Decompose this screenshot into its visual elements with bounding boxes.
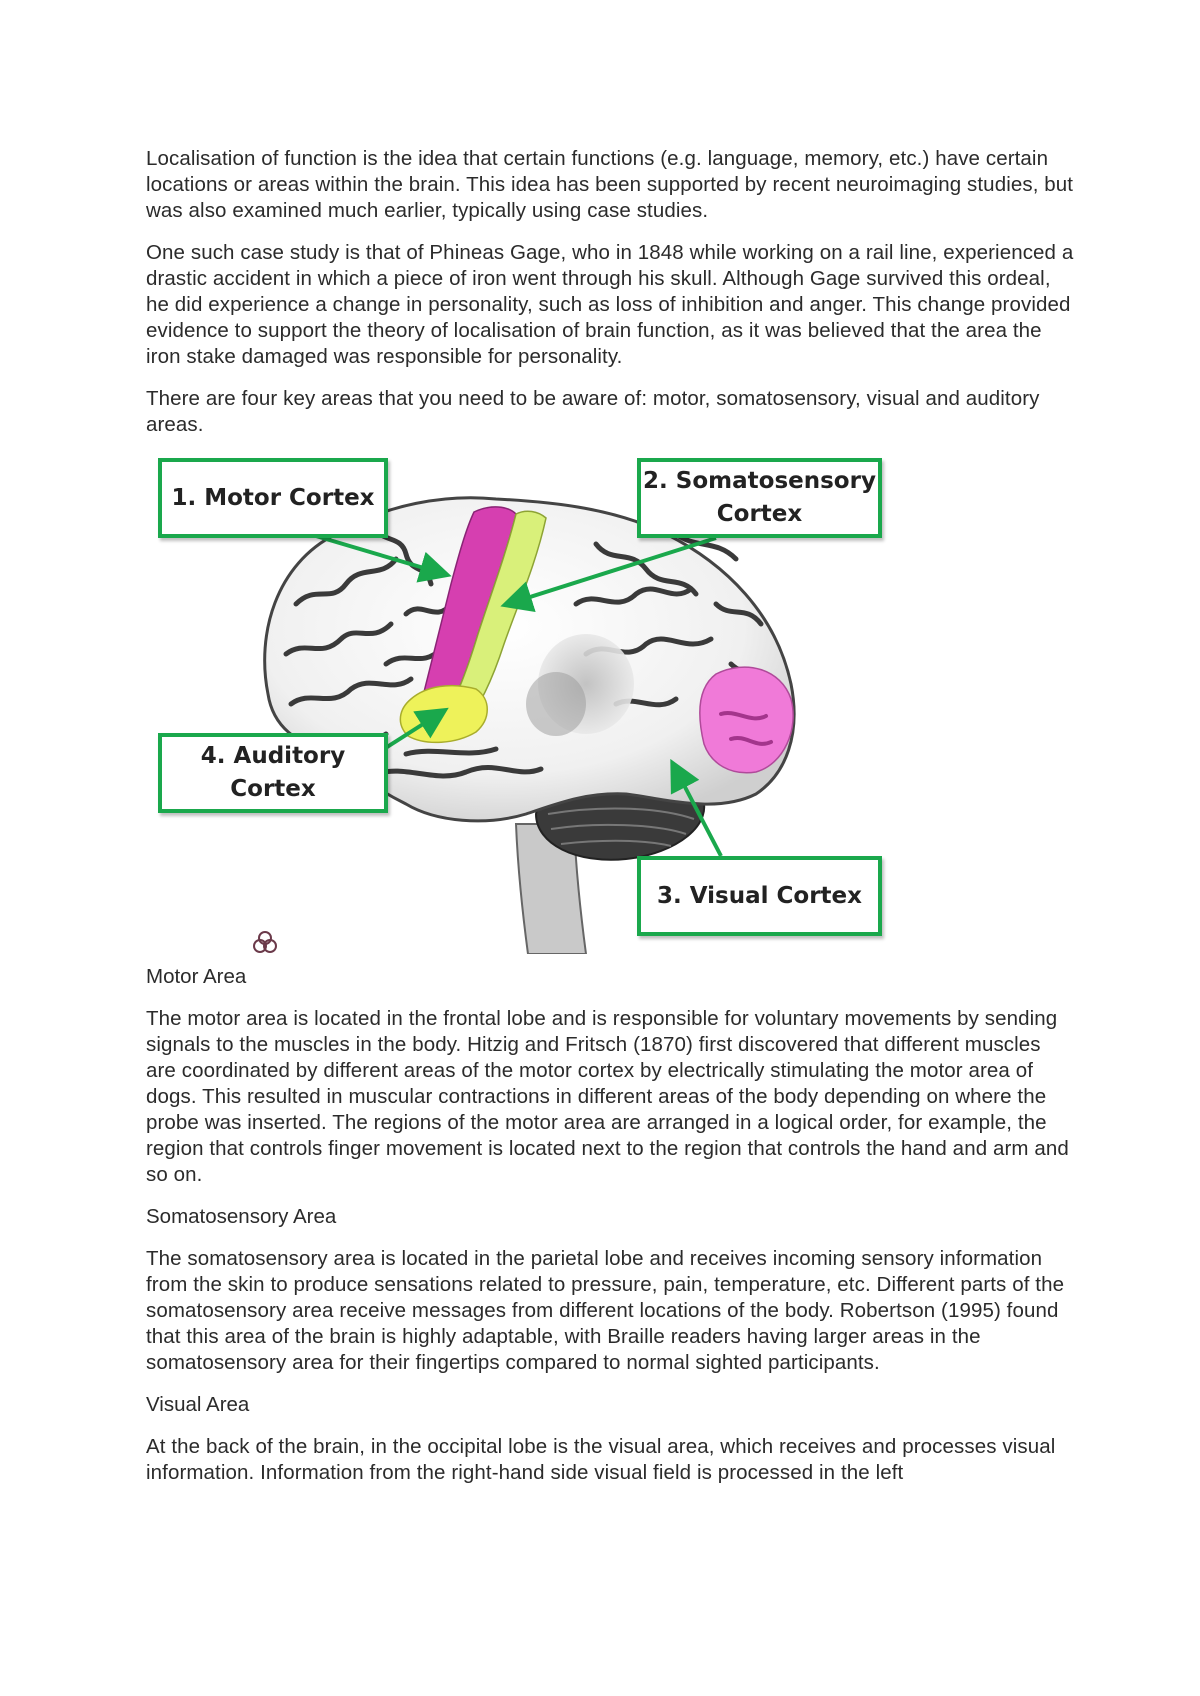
visual-area-heading: Visual Area — [146, 1393, 250, 1416]
brain-diagram — [156, 454, 896, 954]
visual-cortex-region — [700, 667, 793, 773]
somatosensory-label-line-2: Cortex — [716, 501, 803, 527]
document-page — [146, 146, 1076, 1502]
motor-cortex-label-text: 1. Motor Cortex — [171, 484, 375, 511]
somatosensory-label-line-1: 2. Somatosensory — [643, 468, 876, 494]
visual-cortex-label-text: 3. Visual Cortex — [657, 882, 862, 909]
somatosensory-area-paragraph: The somatosensory area is located in the parietal lobe and receives incoming sensory information from the skin to produce sensations related to pressure, pain, temperature, etc. Different parts of the somatosensory area receive messages from different locations of the body. Robertson (1995) found that this area of the brain is highly adaptable, with Braille readers having larger areas in the somatosensory area for their fingertips compared to normal sighted participants. — [146, 1247, 1065, 1374]
auditory-label-line-2: Cortex — [230, 776, 316, 802]
somatosensory-area-heading: Somatosensory Area — [146, 1205, 337, 1228]
motor-area-paragraph: The motor area is located in the frontal lobe and is responsible for voluntary movements by sending signals to the muscles in the body. Hitzig and Fritsch (1870) first discovered that different muscles are coordinated by different areas of the motor cortex by electrically stimulating the motor area of dogs. This resulted in muscular contractions in different areas of the body depending on where the probe was inserted. The regions of the motor area are arranged in a logical order, for example, the region that controls finger movement is located next to the region that controls the hand and arm and so on. — [146, 1007, 1069, 1186]
somatosensory-cortex-label — [637, 458, 882, 538]
intro-paragraph-3: There are four key areas that you need to be aware of: motor, somatosensory, visual and auditory areas. — [146, 387, 1040, 436]
intro-paragraph-2: One such case study is that of Phineas Gage, who in 1848 while working on a rail line, experienced a drastic accident in which a piece of iron went through his skull. Although Gage survived this ordeal, he did experience a change in personality, such as loss of inhibition and anger. This change provided evidence to support the theory of localisation of brain function, as it was believed that the area the iron stake damaged was responsible for personality. — [146, 241, 1074, 368]
visual-area-paragraph: At the back of the brain, in the occipital lobe is the visual area, which receives and processes visual information. Information from the right-hand side visual field is processed in the left — [146, 1435, 1056, 1484]
intro-paragraph-1: Localisation of function is the idea that certain functions (e.g. language, memory, etc.) have certain locations or areas within the brain. This idea has been supported by recent neuroimaging studies, but was also examined much earlier, typically using case studies. — [146, 147, 1074, 222]
motor-cortex-label — [158, 458, 388, 538]
motor-area-heading: Motor Area — [146, 965, 247, 988]
visual-cortex-label — [637, 856, 882, 936]
auditory-label-line-1: 4. Auditory — [200, 743, 346, 769]
auditory-cortex-label — [158, 733, 388, 813]
